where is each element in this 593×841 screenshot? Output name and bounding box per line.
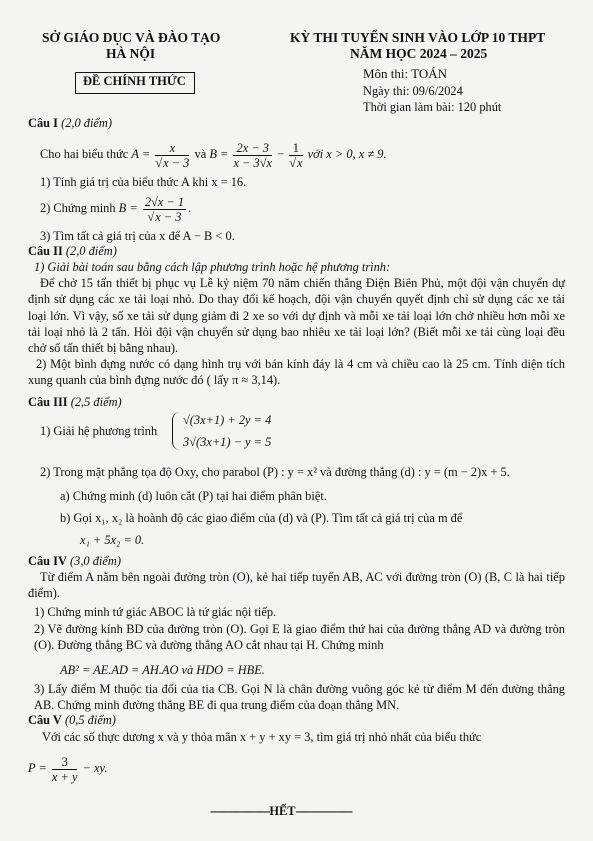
official-label: ĐỀ CHÍNH THỨC — [83, 74, 186, 88]
exam-title: KỲ THI TUYỂN SINH VÀO LỚP 10 THPT — [290, 30, 546, 45]
exam-duration: Thời gian làm bài: 120 phút — [363, 100, 502, 114]
question-4-part-2-equation: AB² = AE.AD = AH.AO và HDO = HBE. — [60, 663, 265, 677]
question-4-part-2: 2) Vẽ đường kính BD của đường tròn (O). Gọi E là giao điểm thứ hai của đường thẳng AD và đường tròn (O). Đường thẳng BC và đường thẳng AO cắt nhau tại H. Chứng minh — [34, 622, 565, 653]
question-1-part-1: 1) Tính giá trị của biểu thức A khi x = 16. — [40, 175, 247, 189]
fraction-B-result: $\frac{2√x - 1}{√x - 3}$ — [144, 194, 185, 224]
question-2-heading: Câu II (2,0 điểm) — [28, 244, 117, 258]
equation-system-brace — [172, 412, 183, 450]
fraction-A: $\frac{x}{√x - 3}$ — [155, 140, 190, 170]
question-1-points: (2,0 điểm) — [61, 116, 113, 130]
question-1-expressions: Cho hai biểu thức A = $\frac{x}{√x - 3}$ và B = $\frac{2x - 3}{x - 3√x}$ − $\frac{1}{√x}$ với x > 0, x ≠ 9. — [40, 140, 387, 170]
exam-subject: Môn thi: TOÁN — [363, 66, 448, 81]
question-5-heading: Câu V (0,5 điểm) — [28, 713, 116, 727]
question-4-heading: Câu IV (3,0 điểm) — [28, 554, 121, 568]
fraction-P: $\frac{3}{x + y}$ — [51, 754, 78, 784]
system-equation-1: √(3x+1) + 2y = 4 — [183, 413, 272, 427]
fraction-B-second: $\frac{1}{√x}$ — [289, 140, 303, 170]
exam-year: NĂM HỌC 2024 – 2025 — [350, 46, 488, 61]
question-2-part-1-body: Để chở 15 tấn thiết bị phục vụ Lễ kỷ niệm 70 năm chiến thắng Điện Biên Phủ, một đội vận chuyển dự định sử dụng các xe tải loại nhỏ. Do thay đổi kế hoạch, đội vận chuyển quyết định chỉ sử dụng các xe tải loại lớn. Vì vậy, số xe tải sử dụng giảm đi 2 xe so với dự định và mỗi xe tải loại lớn chở nhiều hơn mỗi xe tải loại nhỏ là 2 tấn. Hỏi đội vận chuyển sử dụng bao nhiêu xe tải loại lớn? (Biết mỗi xe tải cùng loại đều chở số tấn thiết bị bằng nhau). — [28, 276, 565, 356]
question-4-part-1: 1) Chứng minh tứ giác ABOC là tứ giác nội tiếp. — [34, 605, 277, 619]
question-3-part-2a: a) Chứng minh (d) luôn cắt (P) tại hai điểm phân biệt. — [60, 489, 327, 503]
question-3-part-2: 2) Trong mặt phẳng tọa độ Oxy, cho parabol (P) : y = x² và đường thẳng (d) : y = (m − 2)x + 5. — [40, 465, 510, 479]
question-3-part-2b-condition: x₁ + 5x₂ = 0. — [80, 533, 145, 547]
fraction-B-first: $\frac{2x - 3}{x - 3√x}$ — [233, 140, 273, 170]
question-1-part-3: 3) Tìm tất cả giá trị của x để A − B < 0. — [40, 229, 235, 243]
end-marker: -------------------HẾT------------------ — [210, 804, 352, 818]
question-4-intro: Từ điểm A nằm bên ngoài đường tròn (O), kẻ hai tiếp tuyến AB, AC với đường tròn (O) (B, C là hai tiếp điểm). — [28, 570, 565, 601]
question-3-part-2b: b) Gọi x₁, x₂ là hoành độ các giao điểm của (d) và (P). Tìm tất cả giá trị của m để — [60, 511, 463, 525]
department-city: HÀ NỘI — [106, 46, 156, 61]
question-4-part-3: 3) Lấy điểm M thuộc tia đối của tia CB. Gọi N là chân đường vuông góc kẻ từ điểm M đến đường thẳng AB. Chứng minh đường thẳng BE đi qua trung điểm của đoạn thẳng MN. — [34, 682, 565, 713]
department-name: SỞ GIÁO DỤC VÀ ĐÀO TẠO — [42, 30, 221, 45]
question-1-title: Câu I — [28, 116, 58, 130]
system-equation-2: 3√(3x+1) − y = 5 — [183, 435, 272, 449]
question-2-part-2: 2) Một bình đựng nước có dạng hình trụ với bán kính đáy là 4 cm và chiều cao là 25 cm. Tính diện tích xung quanh của bình đựng nước đó ( lấy π ≈ 3,14). — [28, 357, 565, 388]
question-2-part-1-heading: 1) Giải bài toán sau bằng cách lập phương trình hoặc hệ phương trình: — [34, 260, 391, 274]
question-3-heading: Câu III (2,5 điểm) — [28, 395, 122, 409]
exam-date: Ngày thi: 09/6/2024 — [363, 84, 463, 98]
question-3-part-1-label: 1) Giải hệ phương trình — [40, 424, 158, 438]
question-5-intro: Với các số thực dương x và y thỏa mãn x + y + xy = 3, tìm giá trị nhỏ nhất của biểu thức — [42, 730, 482, 744]
question-1-heading — [28, 115, 112, 131]
question-1-part-2: 2) Chứng minh B = $\frac{2√x - 1}{√x - 3}$ . — [40, 194, 192, 224]
question-5-expression: P = $\frac{3}{x + y}$ − xy. — [28, 754, 108, 784]
